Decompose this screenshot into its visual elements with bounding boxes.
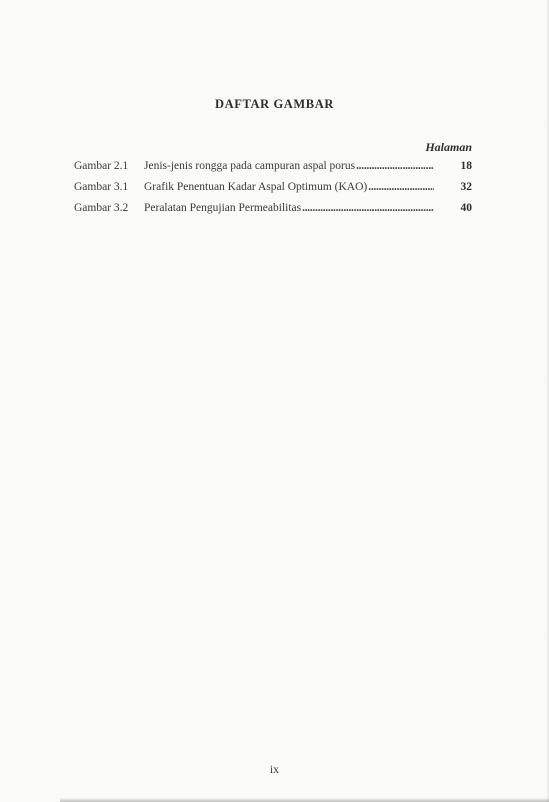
dot-leader bbox=[368, 181, 434, 193]
figure-page-number: 32 bbox=[460, 181, 472, 193]
figure-list bbox=[74, 160, 472, 223]
figure-page-number: 18 bbox=[460, 160, 472, 172]
dot-leader bbox=[356, 160, 434, 172]
figure-caption: Grafik Penentuan Kadar Aspal Optimum (KAO) bbox=[144, 181, 368, 193]
figure-entry bbox=[74, 160, 472, 181]
figure-page-number: 40 bbox=[460, 202, 472, 214]
figure-label: Gambar 2.1 bbox=[74, 160, 129, 172]
page-footer-number: ix bbox=[269, 762, 280, 776]
scan-edge-shadow bbox=[60, 798, 549, 802]
figure-caption: Jenis-jenis rongga pada campuran aspal porus bbox=[144, 160, 356, 172]
page-column-header: Halaman bbox=[425, 140, 472, 154]
figure-label: Gambar 3.1 bbox=[74, 181, 129, 193]
page-title: DAFTAR GAMBAR bbox=[214, 97, 335, 111]
figure-label: Gambar 3.2 bbox=[74, 202, 129, 214]
figure-entry bbox=[74, 202, 472, 223]
figure-caption: Peralatan Pengujian Permeabilitas bbox=[144, 202, 302, 214]
figure-entry bbox=[74, 181, 472, 202]
dot-leader bbox=[302, 202, 434, 214]
